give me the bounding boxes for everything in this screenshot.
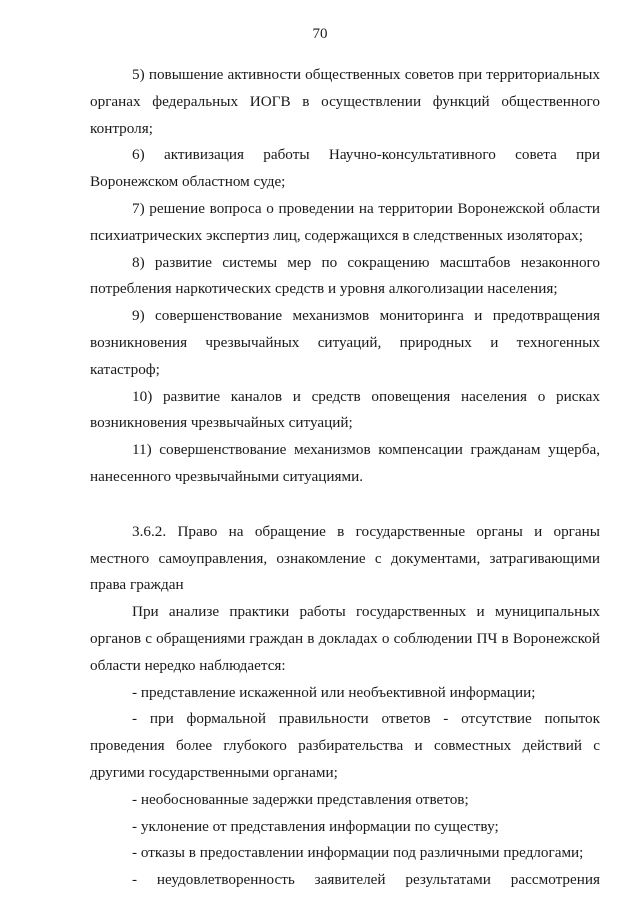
list-item: 5) повышение активности общественных советов при территориальных органах федеральных ИОГВ в осуществлении функций общественного контроля; [90,66,600,137]
section-heading: 3.6.2. Право на обращение в государственные органы и органы местного самоуправления, ознакомление с документами, затрагивающими права граждан [90,522,600,594]
list-item: 7) решение вопроса о проведении на территории Воронежской области психиатрических экспертиз лиц, содержащихся в следственных изоляторах; [90,199,600,244]
list-item: 9) совершенствование механизмов мониторинга и предотвращения возникновения чрезвычайных ситуаций, природных и техногенных катастроф; [90,307,600,378]
bullet-item: - уклонение от представления информации по существу; [132,817,499,835]
bullet-item: - неудовлетворенность заявителей результатами рассмотрения [132,871,600,889]
bullet-item: - при формальной правильности ответов - отсутствие попыток проведения более глубокого разбирательства и совместных действий с другими государственными органами; [90,710,600,781]
bullet-item: - отказы в предоставлении информации под различными предлогами; [132,844,584,862]
list-item: 8) развитие системы мер по сокращению масштабов незаконного потребления наркотических средств и уровня алкоголизации населения; [90,253,600,298]
list-item: 6) активизация работы Научно-консультативного совета при Воронежском областном суде; [90,146,600,191]
page-number: 70 [312,26,328,42]
list-item: 10) развитие каналов и средств оповещения населения о рисках возникновения чрезвычайных ситуаций; [90,387,600,432]
bullet-item: - необоснованные задержки представления ответов; [132,790,469,808]
section-gap [90,491,600,519]
list-item: 11) совершенствование механизмов компенсации гражданам ущерба, нанесенного чрезвычайными ситуациями. [90,441,600,485]
intro-paragraph: При анализе практики работы государственных и муниципальных органов с обращениями граждан в докладах о соблюдении ПЧ в Воронежской области нередко наблюдается: [90,603,600,674]
bullet-item: - представление искаженной или необъективной информации; [132,683,536,701]
page-body [90,62,600,894]
